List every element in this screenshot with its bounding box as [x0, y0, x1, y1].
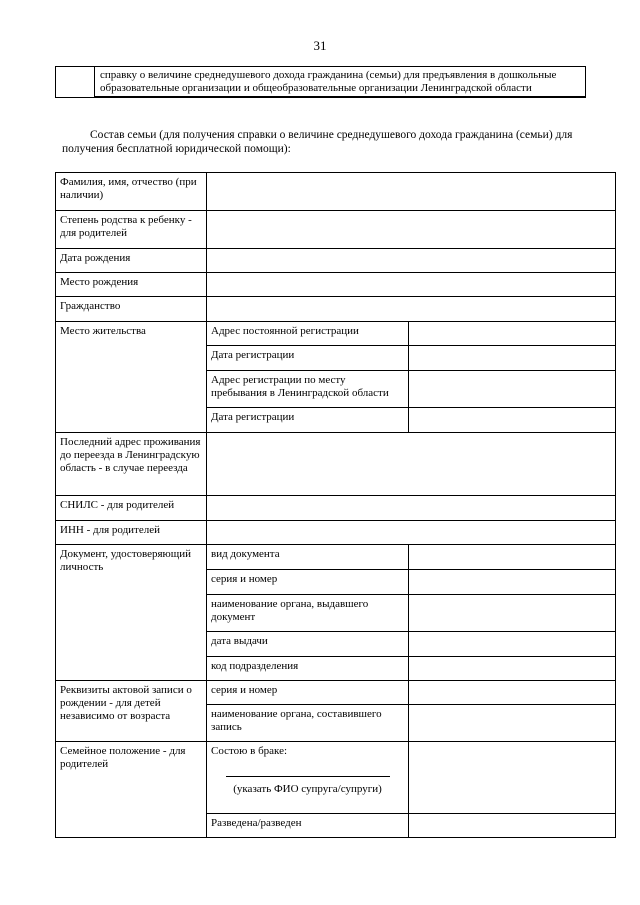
residence-sub-label: Дата регистрации: [207, 408, 409, 433]
row-label-snils: СНИЛС - для родителей: [56, 496, 207, 521]
marital-divorced-label: Разведена/разведен: [207, 814, 409, 838]
field-permanent-address[interactable]: [409, 322, 616, 346]
marital-married-label: Состою в браке:: [211, 745, 288, 757]
row-label-birth-record: Реквизиты актовой записи о рождении - для детей независимо от возраста: [56, 681, 207, 742]
field-kinship[interactable]: [207, 211, 616, 249]
field-doc-issuer[interactable]: [409, 595, 616, 632]
header-box-text: справку о величине среднедушевого дохода гражданина (семьи) для предъявления в дошкольные образовательные организации и общеобразовательные организации Ленинградской области: [95, 67, 586, 98]
field-temporary-address[interactable]: [409, 371, 616, 408]
row-label-citizenship: Гражданство: [56, 297, 207, 322]
field-division-code[interactable]: [409, 657, 616, 681]
row-label-residence: Место жительства: [56, 322, 207, 433]
field-birth-record-series-number[interactable]: [409, 681, 616, 705]
row-label-inn: ИНН - для родителей: [56, 521, 207, 545]
residence-sub-label: Адрес регистрации по месту пребывания в Ленинградской области: [207, 371, 409, 408]
field-doc-type[interactable]: [409, 545, 616, 570]
row-label-birth-place: Место рождения: [56, 273, 207, 297]
field-inn[interactable]: [207, 521, 616, 545]
field-citizenship[interactable]: [207, 297, 616, 322]
spouse-name-line: [226, 776, 390, 783]
intro-paragraph: Состав семьи (для получения справки о величине среднедушевого дохода гражданина (семьи) для получения бесплатной юридической помощи):: [62, 129, 573, 155]
residence-sub-label: Адрес постоянной регистрации: [207, 322, 409, 346]
field-birth-place[interactable]: [207, 273, 616, 297]
id-doc-sub-label: вид документа: [207, 545, 409, 570]
row-label-last-address: Последний адрес проживания до переезда в Ленинградскую область - в случае переезда: [56, 433, 207, 496]
field-married[interactable]: [409, 742, 616, 814]
row-label-birth-date: Дата рождения: [56, 249, 207, 273]
birth-record-sub-label: серия и номер: [207, 681, 409, 705]
field-fio[interactable]: [207, 173, 616, 211]
field-registration-date[interactable]: [409, 346, 616, 371]
residence-sub-label: Дата регистрации: [207, 346, 409, 371]
row-label-kinship: Степень родства к ребенку - для родителей: [56, 211, 207, 249]
field-snils[interactable]: [207, 496, 616, 521]
birth-record-sub-label: наименование органа, составившего запись: [207, 705, 409, 742]
field-doc-series-number[interactable]: [409, 570, 616, 595]
row-label-fio: Фамилия, имя, отчество (при наличии): [56, 173, 207, 211]
id-doc-sub-label: серия и номер: [207, 570, 409, 595]
field-birth-record-issuer[interactable]: [409, 705, 616, 742]
row-label-id-document: Документ, удостоверяющий личность: [56, 545, 207, 681]
id-doc-sub-label: код подразделения: [207, 657, 409, 681]
row-label-marital-status: Семейное положение - для родителей: [56, 742, 207, 838]
field-temporary-registration-date[interactable]: [409, 408, 616, 433]
field-birth-date[interactable]: [207, 249, 616, 273]
family-composition-table: [55, 172, 616, 838]
field-doc-issue-date[interactable]: [409, 632, 616, 657]
page-number: 31: [313, 38, 327, 53]
id-doc-sub-label: дата выдачи: [207, 632, 409, 657]
header-box: [55, 66, 586, 98]
spouse-name-caption: (указать ФИО супруга/супруги): [233, 783, 382, 795]
field-divorced[interactable]: [409, 814, 616, 838]
field-last-address[interactable]: [207, 433, 616, 496]
header-box-empty-cell: [56, 67, 95, 98]
marital-married-cell: [207, 742, 409, 814]
id-doc-sub-label: наименование органа, выдавшего документ: [207, 595, 409, 632]
